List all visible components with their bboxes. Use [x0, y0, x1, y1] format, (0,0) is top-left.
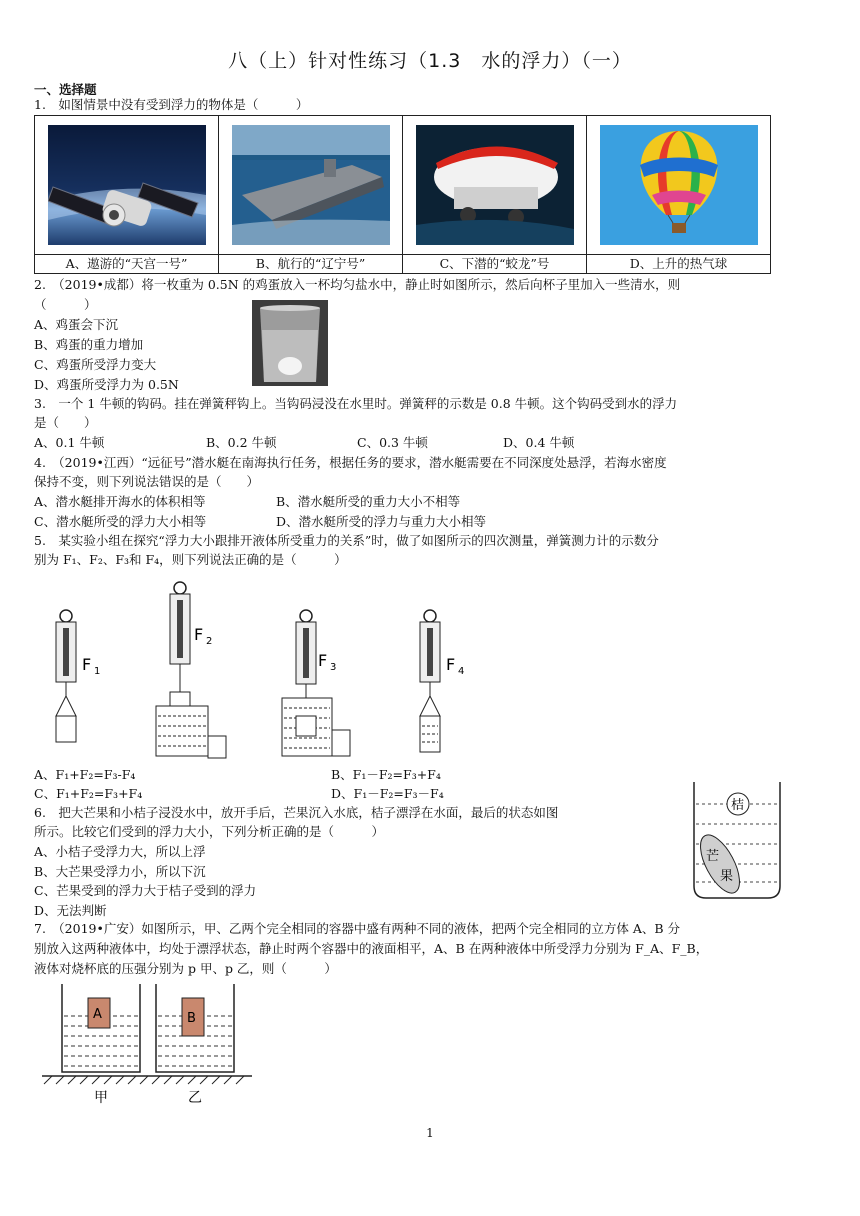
spring-scale-2 [156, 582, 226, 758]
q1-caption-c: C、下潜的“蛟龙”号 [403, 255, 587, 274]
fruit-beaker-figure [690, 778, 784, 906]
q1-cell-c [403, 116, 587, 255]
q3-stem-1: 3. 一个 1 牛顿的钩码。挂在弹簧秤钩上。当钩码浸没在水里时。弹簧秤的示数是 0.8 牛顿。这个钩码受到水的浮力 [34, 396, 678, 411]
q6-option-d: D、无法判断 [34, 903, 107, 918]
spring-scale-1 [56, 610, 100, 742]
page-title: 八（上）针对性练习（1.3 水的浮力）（一） [228, 50, 632, 72]
label-f2: F [194, 625, 204, 644]
label-f4-sub: 4 [458, 666, 465, 677]
q1-caption-b: B、航行的“辽宁号” [219, 255, 403, 274]
q6-option-c: C、芒果受到的浮力大于桔子受到的浮力 [34, 883, 257, 898]
q2-option-c: C、鸡蛋所受浮力变大 [34, 357, 157, 372]
q1-cell-d [587, 116, 771, 255]
q6-option-a: A、小桔子受浮力大，所以上浮 [34, 844, 206, 859]
q4-stem-2: 保持不变，则下列说法错误的是（ ） [34, 474, 260, 489]
q3-stem-2: 是（ ） [34, 415, 97, 430]
q3-option-a: A、0.1 牛顿 [34, 435, 105, 450]
q7-stem-2: 别放入这两种液体中，均处于漂浮状态，静止时两个容器中的液面相平，A、B 在两种液体中所受浮力分别为 F_A、F_B， [34, 941, 709, 956]
spring-scale-3 [282, 610, 350, 756]
mango-label-2: 果 [720, 869, 734, 884]
q6-option-b: B、大芒果受浮力小，所以下沉 [34, 864, 206, 879]
label-f3-sub: 3 [330, 662, 337, 673]
q2-stem-2: （ ） [34, 297, 97, 312]
section-heading: 一、选择题 [34, 82, 97, 97]
q5-stem-2: 别为 F₁、F₂、F₃和 F₄，则下列说法正确的是（ ） [34, 552, 347, 567]
q3-option-d: D、0.4 牛顿 [503, 435, 575, 450]
q5-option-d: D、F₁－F₂=F₃－F₄ [331, 786, 444, 801]
q2-option-d: D、鸡蛋所受浮力为 0.5N [34, 377, 179, 392]
label-f4: F [446, 655, 456, 674]
q3-option-c: C、0.3 牛顿 [357, 435, 428, 450]
label-f2-sub: 2 [206, 636, 213, 647]
q4-stem-1: 4. （2019•江西）“远征号”潜水艇在南海执行任务，根据任务的要求，潜水艇需要在不同深度处悬浮，若海水密度 [34, 455, 667, 470]
label-yi: 乙 [188, 1090, 202, 1104]
q6-stem-2: 所示。比较它们受到的浮力大小，下列分析正确的是（ ） [34, 824, 385, 839]
q5-option-b: B、F₁－F₂=F₃+F₄ [331, 767, 441, 782]
q7-stem-1: 7. （2019•广安）如图所示，甲、乙两个完全相同的容器中盛有两种不同的液体，把两个完全相同的立方体 A、B 分 [34, 921, 681, 936]
spring-scale-4 [420, 610, 464, 752]
label-f1: F [82, 655, 92, 674]
mango-label-1: 芒 [706, 849, 720, 864]
egg-in-glass-image [252, 300, 328, 390]
hot-air-balloon-image [600, 125, 758, 245]
q4-option-d: D、潜水艇所受的浮力与重力大小相等 [276, 514, 487, 529]
cube-b-label: B [187, 1011, 196, 1026]
cube-a-label: A [93, 1007, 102, 1022]
q1-image-table [34, 115, 771, 274]
q4-option-b: B、潜水艇所受的重力大小不相等 [276, 494, 461, 509]
q3-option-b: B、0.2 牛顿 [206, 435, 277, 450]
q7-stem-3: 液体对烧杯底的压强分别为 p 甲、p 乙，则（ ） [34, 961, 337, 976]
orange-label: 桔 [731, 798, 745, 813]
page-number: 1 [426, 1126, 434, 1140]
two-containers-figure [40, 980, 255, 1108]
label-jia: 甲 [94, 1090, 108, 1104]
q2-stem-1: 2. （2019•成都）将一枚重为 0.5N 的鸡蛋放入一杯均匀盐水中，静止时如图所示，然后向杯子里加入一些清水，则 [34, 277, 681, 292]
q5-stem-1: 5. 某实验小组在探究“浮力大小跟排开液体所受重力的关系”时，做了如图所示的四次测量，弹簧测力计的示数分 [34, 533, 659, 548]
q5-option-c: C、F₁+F₂=F₃+F₄ [34, 786, 143, 801]
spring-scale-figure [34, 576, 474, 770]
label-f3: F [318, 651, 328, 670]
q1-stem: 1. 如图情景中没有受到浮力的物体是（ ） [34, 97, 309, 112]
q1-caption-a: A、遨游的“天宫一号” [35, 255, 219, 274]
space-station-image [48, 125, 206, 245]
q4-option-c: C、潜水艇所受的浮力大小相等 [34, 514, 207, 529]
container-jia [62, 984, 140, 1072]
label-f1-sub: 1 [94, 666, 101, 677]
q1-caption-d: D、上升的热气球 [587, 255, 771, 274]
q1-cell-a [35, 116, 219, 255]
q2-option-b: B、鸡蛋的重力增加 [34, 337, 144, 352]
q2-option-a: A、鸡蛋会下沉 [34, 317, 119, 332]
submersible-image [416, 125, 574, 245]
aircraft-carrier-image [232, 125, 390, 245]
container-yi [156, 984, 234, 1072]
q6-stem-1: 6. 把大芒果和小桔子浸没水中，放开手后，芒果沉入水底，桔子漂浮在水面，最后的状态如图 [34, 805, 559, 820]
q4-option-a: A、潜水艇排开海水的体积相等 [34, 494, 206, 509]
q5-option-a: A、F₁+F₂=F₃-F₄ [34, 767, 136, 782]
q1-cell-b [219, 116, 403, 255]
